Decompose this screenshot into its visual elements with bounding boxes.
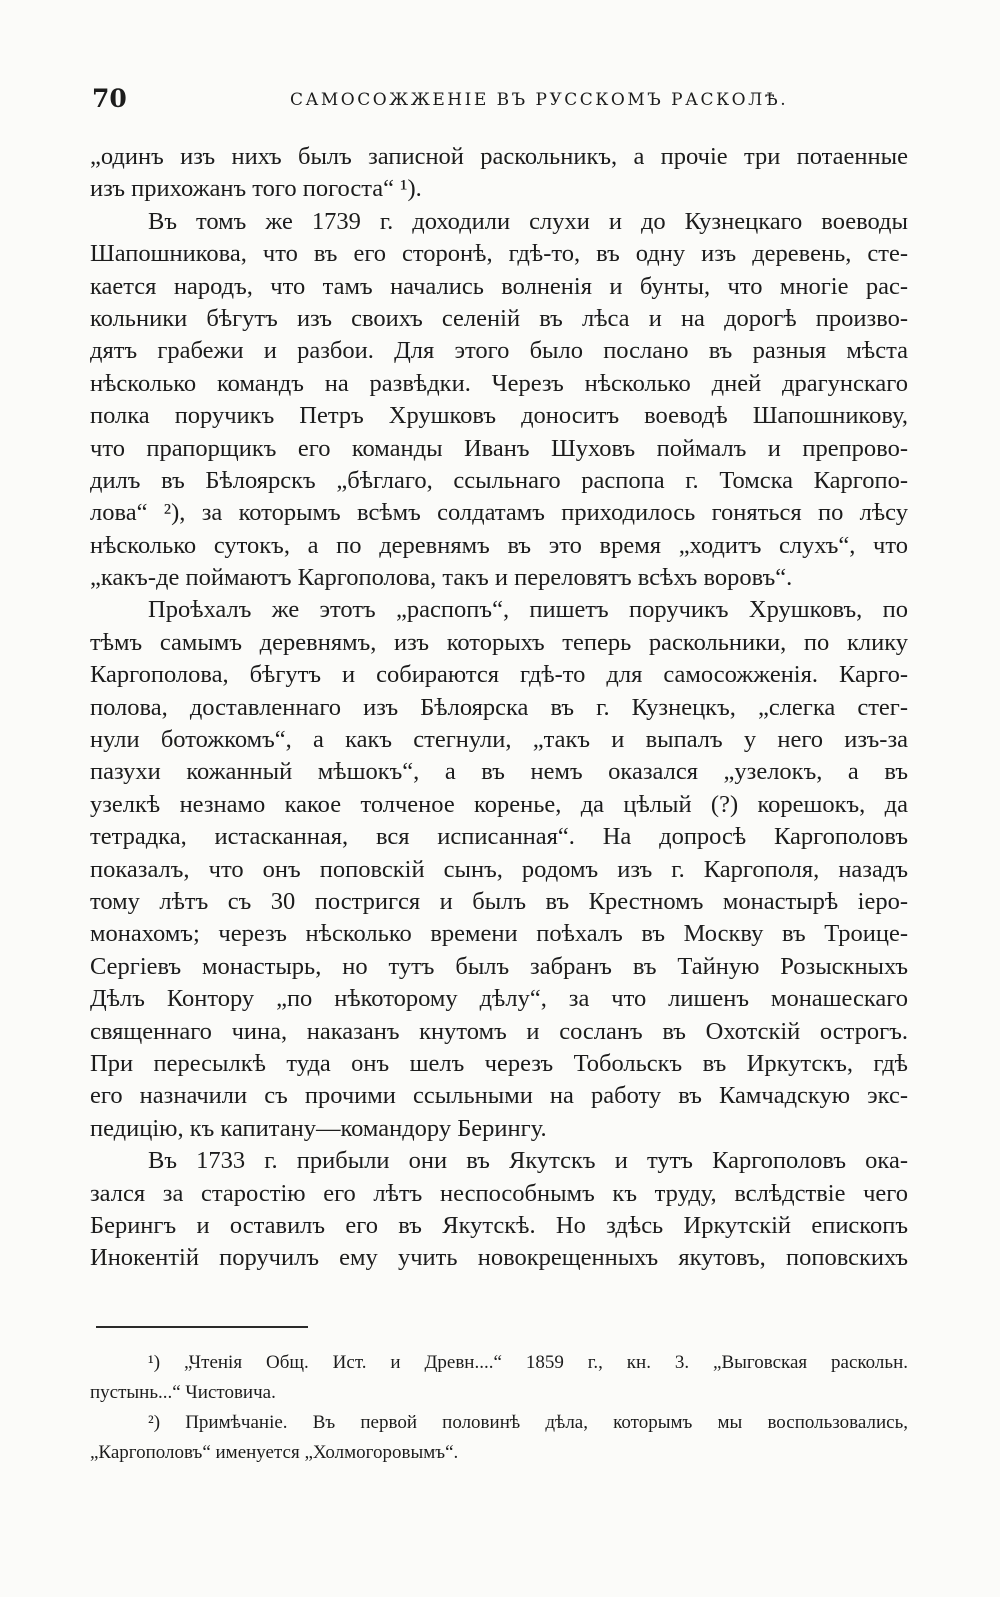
footnotes (90, 1348, 908, 1468)
text-line: нѣсколько командъ на развѣдки. Черезъ нѣсколько дней драгунскаго (90, 369, 908, 397)
running-head: САМОСОЖЖЕНІЕ ВЪ РУССКОМЪ РАСКОЛѢ. (290, 90, 789, 110)
text-line: Въ томъ же 1739 г. доходили слухи и до Кузнецкаго воеводы (148, 207, 908, 235)
text-line: Дѣлъ Контору „по нѣкоторому дѣлу“, за что лишенъ монашескаго (90, 985, 908, 1013)
text-line: педицію, къ капитану—командору Берингу. (90, 1114, 547, 1142)
text-line: лова“ ²), за которымъ всѣмъ солдатамъ приходилось гоняться по лѣсу (90, 499, 908, 527)
text-line: священнаго чина, наказанъ кнутомъ и сосланъ въ Охотскій острогъ. (90, 1017, 908, 1045)
text-line: полка поручикъ Петръ Хрушковъ доноситъ воеводѣ Шапошникову, (90, 402, 908, 430)
text-line: узелкѣ незнамо какое толченое коренье, да цѣлый (?) корешокъ, да (90, 790, 908, 818)
text-line: „одинъ изъ нихъ былъ записной раскольникъ, а прочіе три потаенные (90, 143, 908, 170)
text-line: его назначили съ прочими ссыльными на работу въ Камчадскую экс- (90, 1082, 908, 1110)
text-line: кается народъ, что тамъ начались волненія и бунты, что многіе рас- (90, 272, 908, 300)
text-line: что прапорщикъ его команды Иванъ Шуховъ поймалъ и препрово- (90, 434, 908, 462)
text-line: полова, доставленнаго изъ Бѣлоярска въ г. Кузнецкъ, „слегка стег- (90, 693, 908, 721)
page-header (90, 84, 908, 116)
text-line: Проѣхалъ же этотъ „распопъ“, пишетъ поручикъ Хрушковъ, по (148, 596, 908, 624)
text-line: пазухи кожанный мѣшокъ“, а въ немъ оказался „узелокъ, а въ (90, 758, 908, 786)
text-line: монахомъ; черезъ нѣсколько времени поѣхалъ въ Москву въ Троице- (90, 920, 908, 948)
text-line: нѣсколько сутокъ, а по деревнямъ въ это время „ходитъ слухъ“, что (90, 531, 908, 559)
footnote-divider (96, 1326, 308, 1328)
text-line: Берингъ и оставилъ его въ Якутскѣ. Но здѣсь Иркутскій епископъ (90, 1211, 908, 1239)
text-line: тѣмъ самымъ деревнямъ, изъ которыхъ теперь раскольники, по клику (90, 628, 908, 656)
text-line: тетрадка, истасканная, вся исписанная“. На допросѣ Каргополовъ (90, 823, 908, 851)
footnote-line: ²) Примѣчаніе. Въ первой половинѣ дѣла, которымъ мы воспользовались, (148, 1412, 908, 1433)
text-line: При пересылкѣ туда онъ шелъ черезъ Тобольскъ въ Иркутскъ, гдѣ (90, 1049, 908, 1077)
text-line: зался за старостію его лѣтъ неспособнымъ къ труду, вслѣдствіе чего (90, 1179, 908, 1207)
text-line: Инокентій поручилъ ему учить новокрещенныхъ якутовъ, поповскихъ (90, 1244, 908, 1272)
text-line: дилъ въ Бѣлоярскъ „бѣглаго, ссыльнаго распопа г. Томска Каргопо- (90, 466, 908, 494)
text-line: „какъ-де поймаютъ Каргополова, такъ и переловятъ всѣхъ воровъ“. (90, 564, 793, 592)
text-line: изъ прихожанъ того погоста“ ¹). (90, 175, 422, 203)
text-line: показалъ, что онъ поповскій сынъ, родомъ изъ г. Каргополя, назадъ (90, 855, 908, 883)
footnote-line: пустынь...“ Чистовича. (90, 1382, 276, 1403)
text-line: нули ботожкомъ“, а какъ стегнули, „такъ и выпалъ у него изъ-за (90, 726, 908, 754)
text-line: дятъ грабежи и разбои. Для этого было послано въ разныя мѣста (90, 337, 908, 365)
page-number: 70 (92, 84, 127, 113)
text-line: Сергіевъ монастырь, но тутъ былъ забранъ въ Тайную Розыскныхъ (90, 952, 908, 980)
text-line: кольники бѣгутъ изъ своихъ селеній въ лѣса и на дорогѣ произво- (90, 304, 908, 332)
footnote-line: ¹) „Чтенія Общ. Ист. и Древн....“ 1859 г., кн. 3. „Выговская раскольн. (148, 1352, 908, 1373)
text-line: Въ 1733 г. прибыли они въ Якутскъ и тутъ Каргополовъ ока- (148, 1147, 908, 1175)
text-line: Каргополова, бѣгутъ и собираются гдѣ-то для самосожженія. Карго- (90, 661, 908, 689)
text-line: Шапошникова, что въ его сторонѣ, гдѣ-то, въ одну изъ деревень, сте- (90, 240, 908, 268)
body-text (90, 141, 908, 1275)
text-line: тому лѣтъ съ 30 постригся и былъ въ Крестномъ монастырѣ іеро- (90, 887, 908, 915)
footnote-line: „Каргополовъ“ именуется „Холмогоровымъ“. (90, 1442, 459, 1463)
